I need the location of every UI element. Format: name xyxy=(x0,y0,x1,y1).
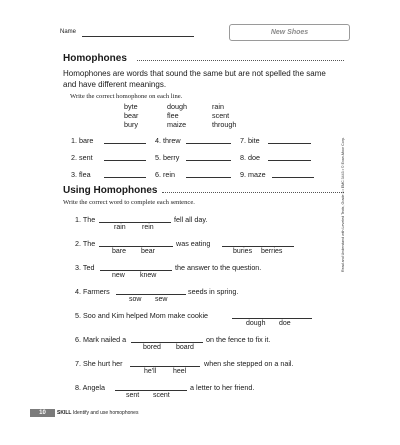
sentence-text: 7. She hurt her xyxy=(75,359,123,368)
sentence-text: was eating xyxy=(176,239,211,248)
homophone-item: 5. berry xyxy=(155,153,180,162)
answer-line[interactable] xyxy=(268,160,311,161)
word-bank-word: byte xyxy=(124,102,138,111)
section-heading-homophones: Homophones xyxy=(63,53,127,64)
answer-line[interactable] xyxy=(104,177,146,178)
word-choice: knew xyxy=(140,272,157,279)
word-choice: sent xyxy=(126,392,140,399)
word-choice: scent xyxy=(153,392,170,399)
word-choice: he'll xyxy=(144,368,157,375)
name-line[interactable] xyxy=(82,36,194,37)
skill-description: Identify and use homophones xyxy=(72,410,139,416)
homophone-item: 4. threw xyxy=(155,136,181,145)
word-bank-word: through xyxy=(212,120,237,129)
word-bank-word: dough xyxy=(167,102,187,111)
homophone-item: 2. sent xyxy=(71,153,93,162)
word-bank-word: bury xyxy=(124,120,138,129)
sentence-text: seeds in spring. xyxy=(188,287,239,296)
answer-line[interactable] xyxy=(104,143,146,144)
sentence-text: a letter to her friend. xyxy=(190,383,255,392)
name-label: Name xyxy=(60,29,77,35)
word-bank-column-1 xyxy=(124,102,138,129)
word-choice: rein xyxy=(142,224,154,231)
word-choice: berries xyxy=(261,248,283,255)
story-title-box: New Shoes xyxy=(229,24,350,41)
sentence-text: when she stepped on a nail. xyxy=(204,359,294,368)
word-choice: new xyxy=(112,272,125,279)
sentence-text: 5. Soo and Kim helped Mom make cookie xyxy=(75,311,209,320)
answer-line[interactable] xyxy=(100,270,172,271)
word-bank-word: rain xyxy=(212,102,224,111)
instruction-1: Write the correct homophone on each line. xyxy=(70,93,183,100)
sentence-text: 3. Ted xyxy=(75,263,95,272)
answer-line[interactable] xyxy=(186,177,231,178)
answer-line[interactable] xyxy=(116,294,186,295)
answer-line[interactable] xyxy=(186,160,231,161)
sentence-text: 1. The xyxy=(75,215,96,224)
sentence-text: the answer to the question. xyxy=(175,263,262,272)
answer-line[interactable] xyxy=(99,222,171,223)
sentence-text: 4. Farmers xyxy=(75,287,110,296)
word-choice: bare xyxy=(112,248,127,255)
word-bank-word: flee xyxy=(167,111,179,120)
word-bank-column-2 xyxy=(167,102,187,129)
footer-skill xyxy=(57,410,138,416)
homophone-item: 8. doe xyxy=(240,153,260,162)
answer-line[interactable] xyxy=(186,143,231,144)
homophone-item: 1. bare xyxy=(71,136,94,145)
word-choice: doe xyxy=(279,320,291,327)
section-heading-using-homophones: Using Homophones xyxy=(63,185,158,196)
sentence-text: 8. Angela xyxy=(75,383,105,392)
homophone-item: 6. rein xyxy=(155,170,175,179)
answer-line[interactable] xyxy=(222,246,294,247)
heading-dotted-rule xyxy=(137,60,344,61)
answer-line[interactable] xyxy=(130,366,200,367)
word-choice: bored xyxy=(143,344,161,351)
word-choice: sow xyxy=(129,296,142,303)
word-choice: heel xyxy=(173,368,187,375)
homophones-definition: Homophones are words that sound the same but are not spelled the same and have different meanings. xyxy=(63,69,326,89)
word-bank-word: scent xyxy=(212,111,230,120)
sentence-text: 2. The xyxy=(75,239,96,248)
sentence-text: on the fence to fix it. xyxy=(206,335,271,344)
word-choice: board xyxy=(176,344,194,351)
heading-dotted-rule xyxy=(162,192,344,193)
answer-line[interactable] xyxy=(268,143,311,144)
word-choice: bear xyxy=(141,248,156,255)
skill-label: SKILL xyxy=(57,410,72,416)
word-choice: rain xyxy=(114,224,126,231)
answer-line[interactable] xyxy=(272,177,314,178)
answer-line[interactable] xyxy=(104,160,146,161)
word-bank-column-3 xyxy=(212,102,236,129)
homophone-item: 7. bite xyxy=(240,136,260,145)
homophone-item: 3. flea xyxy=(71,170,91,179)
answer-line[interactable] xyxy=(232,318,312,319)
vertical-copyright-text: Read and Understand with Leveled Texts, Grade 3 • EMC 3443 • © Evan-Moor Corp. xyxy=(341,137,345,272)
word-choice: buries xyxy=(233,248,253,255)
answer-line[interactable] xyxy=(115,390,187,391)
sentence-text: fell all day. xyxy=(174,215,208,224)
instruction-2: Write the correct word to complete each sentence. xyxy=(63,199,195,206)
answer-line[interactable] xyxy=(99,246,173,247)
word-bank-word: bear xyxy=(124,111,139,120)
page-number: 10 xyxy=(30,409,55,417)
sentence-text: 6. Mark nailed a xyxy=(75,335,127,344)
answer-line[interactable] xyxy=(131,342,203,343)
word-choice: dough xyxy=(246,320,266,327)
homophone-item: 9. maze xyxy=(240,170,266,179)
word-bank-word: maize xyxy=(167,120,187,129)
word-choice: sew xyxy=(155,296,168,303)
